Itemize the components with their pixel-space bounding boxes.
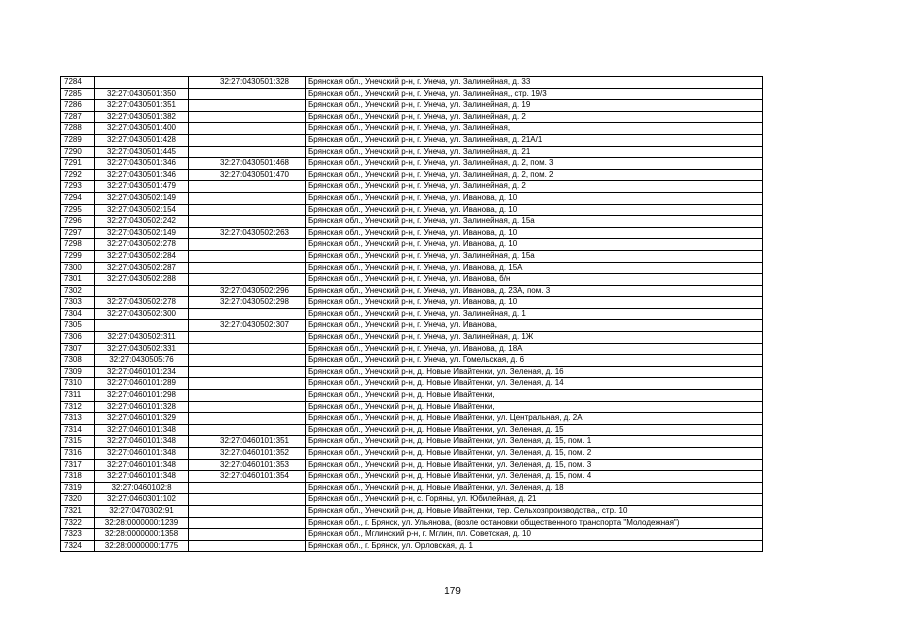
parent-cadastral-number-cell [189, 540, 306, 552]
table-row [61, 332, 763, 344]
table-row [61, 274, 763, 286]
parent-cadastral-number-cell [189, 355, 306, 367]
cadastral-number-cell: 32:27:0430502:331 [95, 343, 189, 355]
parent-cadastral-number-cell: 32:27:0430501:328 [189, 77, 306, 89]
cadastral-number-cell: 32:27:0430502:242 [95, 216, 189, 228]
cadastral-number-cell: 32:27:0430502:288 [95, 274, 189, 286]
parent-cadastral-number-cell [189, 401, 306, 413]
address-cell: Брянская обл., Унечский р-н, г. Унеча, ул. Иванова, д. 15А [306, 262, 763, 274]
parent-cadastral-number-cell [189, 111, 306, 123]
parent-cadastral-number-cell [189, 482, 306, 494]
table-row [61, 459, 763, 471]
row-number-cell: 7324 [61, 540, 95, 552]
parent-cadastral-number-cell [189, 123, 306, 135]
table-row [61, 158, 763, 170]
parent-cadastral-number-cell: 32:27:0430501:468 [189, 158, 306, 170]
table-row [61, 192, 763, 204]
row-number-cell: 7297 [61, 227, 95, 239]
table-row [61, 134, 763, 146]
cadastral-number-cell [95, 77, 189, 89]
parent-cadastral-number-cell [189, 308, 306, 320]
address-cell: Брянская обл., Унечский р-н, д. Новые Ивайтенки, [306, 390, 763, 402]
address-cell: Брянская обл., Унечский р-н, д. Новые Ивайтенки, ул. Зеленая, д. 18 [306, 482, 763, 494]
row-number-cell: 7310 [61, 378, 95, 390]
cadastral-number-cell: 32:27:0430501:346 [95, 158, 189, 170]
cadastral-number-cell: 32:27:0460101:289 [95, 378, 189, 390]
cadastral-number-cell: 32:28:0000000:1239 [95, 517, 189, 529]
parent-cadastral-number-cell: 32:27:0430502:263 [189, 227, 306, 239]
cadastral-number-cell: 32:27:0430502:149 [95, 227, 189, 239]
cadastral-number-cell [95, 285, 189, 297]
row-number-cell: 7305 [61, 320, 95, 332]
parent-cadastral-number-cell [189, 424, 306, 436]
address-cell: Брянская обл., Унечский р-н, г. Унеча, ул. Иванова, д. 10 [306, 239, 763, 251]
address-cell: Брянская обл., Унечский р-н, г. Унеча, ул. Залинейная, [306, 123, 763, 135]
address-cell: Брянская обл., Унечский р-н, г. Унеча, ул. Иванова, д. 18А [306, 343, 763, 355]
cadastral-number-cell: 32:28:0000000:1358 [95, 529, 189, 541]
parent-cadastral-number-cell [189, 88, 306, 100]
address-cell: Брянская обл., Унечский р-н, г. Унеча, ул. Иванова, д. 23А, пом. 3 [306, 285, 763, 297]
table-row [61, 320, 763, 332]
table-row [61, 204, 763, 216]
address-cell: Брянская обл., Унечский р-н, г. Унеча, ул. Залинейная, д. 1Ж [306, 332, 763, 344]
table-row [61, 494, 763, 506]
address-cell: Брянская обл., Унечский р-н, д. Новые Ивайтенки, ул. Зеленая, д. 15, пом. 4 [306, 471, 763, 483]
row-number-cell: 7319 [61, 482, 95, 494]
parent-cadastral-number-cell: 32:27:0430501:470 [189, 169, 306, 181]
address-cell: Брянская обл., Унечский р-н, г. Унеча, ул. Залинейная, д. 15а [306, 250, 763, 262]
address-cell: Брянская обл., Унечский р-н, д. Новые Ивайтенки, ул. Зеленая, д. 15, пом. 3 [306, 459, 763, 471]
row-number-cell: 7302 [61, 285, 95, 297]
address-cell: Брянская обл., Унечский р-н, д. Новые Ивайтенки, [306, 401, 763, 413]
parent-cadastral-number-cell [189, 413, 306, 425]
table-row [61, 505, 763, 517]
address-cell: Брянская обл., Унечский р-н, г. Унеча, ул. Залинейная, д. 15а [306, 216, 763, 228]
row-number-cell: 7312 [61, 401, 95, 413]
row-number-cell: 7315 [61, 436, 95, 448]
row-number-cell: 7300 [61, 262, 95, 274]
row-number-cell: 7298 [61, 239, 95, 251]
parent-cadastral-number-cell: 32:27:0430502:307 [189, 320, 306, 332]
table-row [61, 100, 763, 112]
row-number-cell: 7306 [61, 332, 95, 344]
parent-cadastral-number-cell: 32:27:0460101:354 [189, 471, 306, 483]
row-number-cell: 7303 [61, 297, 95, 309]
table-row [61, 227, 763, 239]
row-number-cell: 7323 [61, 529, 95, 541]
parent-cadastral-number-cell [189, 343, 306, 355]
cadastral-number-cell: 32:27:0460101:348 [95, 471, 189, 483]
address-cell: Брянская обл., Унечский р-н, г. Унеча, ул. Иванова, д. 10 [306, 192, 763, 204]
table-row [61, 250, 763, 262]
cadastral-number-cell: 32:27:0430502:311 [95, 332, 189, 344]
parent-cadastral-number-cell [189, 378, 306, 390]
parent-cadastral-number-cell: 32:27:0430502:296 [189, 285, 306, 297]
table-row [61, 378, 763, 390]
table-row [61, 123, 763, 135]
parent-cadastral-number-cell [189, 250, 306, 262]
address-cell: Брянская обл., Унечский р-н, г. Унеча, ул. Залинейная, д. 2, пом. 3 [306, 158, 763, 170]
parent-cadastral-number-cell [189, 262, 306, 274]
table-row [61, 111, 763, 123]
cadastral-number-cell: 32:27:0430501:479 [95, 181, 189, 193]
address-cell: Брянская обл., г. Брянск, ул. Ульянова, (возле остановки общественного транспорта "Молодежная") [306, 517, 763, 529]
parent-cadastral-number-cell [189, 332, 306, 344]
table-row [61, 355, 763, 367]
parent-cadastral-number-cell [189, 505, 306, 517]
cadastral-number-cell: 32:27:0460102:8 [95, 482, 189, 494]
parent-cadastral-number-cell [189, 134, 306, 146]
cadastral-number-cell: 32:28:0000000:1775 [95, 540, 189, 552]
parent-cadastral-number-cell [189, 192, 306, 204]
row-number-cell: 7295 [61, 204, 95, 216]
row-number-cell: 7301 [61, 274, 95, 286]
table-row [61, 540, 763, 552]
cadastral-number-cell: 32:27:0430502:149 [95, 192, 189, 204]
row-number-cell: 7299 [61, 250, 95, 262]
parent-cadastral-number-cell [189, 366, 306, 378]
cadastral-number-cell: 32:27:0430501:400 [95, 123, 189, 135]
cadastral-number-cell: 32:27:0430502:154 [95, 204, 189, 216]
parent-cadastral-number-cell: 32:27:0460101:351 [189, 436, 306, 448]
address-cell: Брянская обл., Унечский р-н, г. Унеча, ул. Залинейная, д. 2, пом. 2 [306, 169, 763, 181]
row-number-cell: 7290 [61, 146, 95, 158]
address-cell: Брянская обл., Унечский р-н, г. Унеча, ул. Иванова, д. 10 [306, 227, 763, 239]
parent-cadastral-number-cell [189, 181, 306, 193]
parent-cadastral-number-cell: 32:27:0430502:298 [189, 297, 306, 309]
cadastral-number-cell: 32:27:0430502:284 [95, 250, 189, 262]
address-cell: Брянская обл., Унечский р-н, г. Унеча, ул. Залинейная, д. 1 [306, 308, 763, 320]
row-number-cell: 7284 [61, 77, 95, 89]
row-number-cell: 7316 [61, 448, 95, 460]
cadastral-number-cell: 32:27:0430505:76 [95, 355, 189, 367]
table-row [61, 88, 763, 100]
row-number-cell: 7314 [61, 424, 95, 436]
row-number-cell: 7320 [61, 494, 95, 506]
address-cell: Брянская обл., Унечский р-н, д. Новые Ивайтенки, ул. Зеленая, д. 15 [306, 424, 763, 436]
table-row [61, 517, 763, 529]
row-number-cell: 7307 [61, 343, 95, 355]
row-number-cell: 7313 [61, 413, 95, 425]
address-cell: Брянская обл., Унечский р-н, с. Горяны, ул. Юбилейная, д. 21 [306, 494, 763, 506]
parent-cadastral-number-cell [189, 216, 306, 228]
address-cell: Брянская обл., Унечский р-н, г. Унеча, ул. Залинейная, д. 21А/1 [306, 134, 763, 146]
table-row [61, 448, 763, 460]
cadastral-number-cell: 32:27:0460101:348 [95, 459, 189, 471]
row-number-cell: 7293 [61, 181, 95, 193]
address-cell: Брянская обл., Мглинский р-н, г. Мглин, пл. Советская, д. 10 [306, 529, 763, 541]
address-cell: Брянская обл., Унечский р-н, д. Новые Ивайтенки, ул. Зеленая, д. 15, пом. 2 [306, 448, 763, 460]
cadastral-number-cell: 32:27:0460101:234 [95, 366, 189, 378]
cadastral-number-cell: 32:27:0460101:348 [95, 448, 189, 460]
table-row [61, 239, 763, 251]
address-cell: Брянская обл., Унечский р-н, г. Унеча, ул. Залинейная, д. 33 [306, 77, 763, 89]
parent-cadastral-number-cell: 32:27:0460101:352 [189, 448, 306, 460]
cadastral-number-cell: 32:27:0460101:329 [95, 413, 189, 425]
row-number-cell: 7286 [61, 100, 95, 112]
row-number-cell: 7322 [61, 517, 95, 529]
table-row [61, 343, 763, 355]
address-cell: Брянская обл., Унечский р-н, г. Унеча, ул. Залинейная,, стр. 19/3 [306, 88, 763, 100]
row-number-cell: 7309 [61, 366, 95, 378]
address-cell: Брянская обл., г. Брянск, ул. Орловская, д. 1 [306, 540, 763, 552]
table-row [61, 216, 763, 228]
cadastral-number-cell: 32:27:0430502:278 [95, 239, 189, 251]
cadastral-number-cell: 32:27:0460101:298 [95, 390, 189, 402]
row-number-cell: 7308 [61, 355, 95, 367]
address-cell: Брянская обл., Унечский р-н, д. Новые Ивайтенки, ул. Центральная, д. 2А [306, 413, 763, 425]
table-row [61, 401, 763, 413]
table-row [61, 308, 763, 320]
table-row [61, 413, 763, 425]
parent-cadastral-number-cell [189, 494, 306, 506]
parent-cadastral-number-cell [189, 517, 306, 529]
address-cell: Брянская обл., Унечский р-н, г. Унеча, ул. Иванова, д. 10 [306, 204, 763, 216]
table-row [61, 471, 763, 483]
address-cell: Брянская обл., Унечский р-н, г. Унеча, ул. Иванова, д. 10 [306, 297, 763, 309]
address-cell: Брянская обл., Унечский р-н, г. Унеча, ул. Залинейная, д. 2 [306, 181, 763, 193]
row-number-cell: 7292 [61, 169, 95, 181]
cadastral-number-cell: 32:27:0430501:382 [95, 111, 189, 123]
parent-cadastral-number-cell: 32:27:0460101:353 [189, 459, 306, 471]
table-row [61, 77, 763, 89]
table-row [61, 366, 763, 378]
address-cell: Брянская обл., Унечский р-н, г. Унеча, ул. Гомельская, д. 6 [306, 355, 763, 367]
table-row [61, 482, 763, 494]
table-body [61, 77, 763, 552]
cadastral-number-cell: 32:27:0430501:351 [95, 100, 189, 112]
row-number-cell: 7317 [61, 459, 95, 471]
table-row [61, 146, 763, 158]
cadastral-number-cell: 32:27:0430502:300 [95, 308, 189, 320]
cadastral-number-cell: 32:27:0460101:328 [95, 401, 189, 413]
row-number-cell: 7311 [61, 390, 95, 402]
address-cell: Брянская обл., Унечский р-н, г. Унеча, ул. Иванова, [306, 320, 763, 332]
row-number-cell: 7321 [61, 505, 95, 517]
address-cell: Брянская обл., Унечский р-н, д. Новые Ивайтенки, ул. Зеленая, д. 15, пом. 1 [306, 436, 763, 448]
cadastral-number-cell: 32:27:0430501:445 [95, 146, 189, 158]
parent-cadastral-number-cell [189, 100, 306, 112]
cadastral-number-cell: 32:27:0430501:428 [95, 134, 189, 146]
table-row [61, 436, 763, 448]
cadastral-number-cell: 32:27:0430502:278 [95, 297, 189, 309]
table-row [61, 262, 763, 274]
parent-cadastral-number-cell [189, 390, 306, 402]
cadastral-number-cell: 32:27:0460101:348 [95, 436, 189, 448]
table-row [61, 424, 763, 436]
cadastral-number-cell: 32:27:0430502:287 [95, 262, 189, 274]
row-number-cell: 7294 [61, 192, 95, 204]
table-row [61, 181, 763, 193]
parent-cadastral-number-cell [189, 239, 306, 251]
table-row [61, 297, 763, 309]
parent-cadastral-number-cell [189, 274, 306, 286]
row-number-cell: 7296 [61, 216, 95, 228]
address-cell: Брянская обл., Унечский р-н, г. Унеча, ул. Залинейная, д. 2 [306, 111, 763, 123]
cadastral-number-cell [95, 320, 189, 332]
address-cell: Брянская обл., Унечский р-н, д. Новые Ивайтенки, ул. Зеленая, д. 14 [306, 378, 763, 390]
row-number-cell: 7288 [61, 123, 95, 135]
address-cell: Брянская обл., Унечский р-н, д. Новые Ивайтенки, тер. Сельхозпроизводства,, стр. 10 [306, 505, 763, 517]
cadastral-number-cell: 32:27:0460301:102 [95, 494, 189, 506]
cadastral-number-cell: 32:27:0470302:91 [95, 505, 189, 517]
row-number-cell: 7304 [61, 308, 95, 320]
registry-table [60, 76, 763, 552]
page-number: 179 [444, 586, 461, 597]
cadastral-number-cell: 32:27:0430501:350 [95, 88, 189, 100]
address-cell: Брянская обл., Унечский р-н, г. Унеча, ул. Залинейная, д. 19 [306, 100, 763, 112]
address-cell: Брянская обл., Унечский р-н, г. Унеча, ул. Иванова, б/н [306, 274, 763, 286]
parent-cadastral-number-cell [189, 204, 306, 216]
row-number-cell: 7318 [61, 471, 95, 483]
row-number-cell: 7291 [61, 158, 95, 170]
table-row [61, 285, 763, 297]
parent-cadastral-number-cell [189, 529, 306, 541]
parent-cadastral-number-cell [189, 146, 306, 158]
table-row [61, 529, 763, 541]
address-cell: Брянская обл., Унечский р-н, г. Унеча, ул. Залинейная, д. 21 [306, 146, 763, 158]
address-cell: Брянская обл., Унечский р-н, д. Новые Ивайтенки, ул. Зеленая, д. 16 [306, 366, 763, 378]
row-number-cell: 7289 [61, 134, 95, 146]
cadastral-number-cell: 32:27:0460101:348 [95, 424, 189, 436]
table-row [61, 169, 763, 181]
row-number-cell: 7287 [61, 111, 95, 123]
table-row [61, 390, 763, 402]
row-number-cell: 7285 [61, 88, 95, 100]
cadastral-number-cell: 32:27:0430501:346 [95, 169, 189, 181]
